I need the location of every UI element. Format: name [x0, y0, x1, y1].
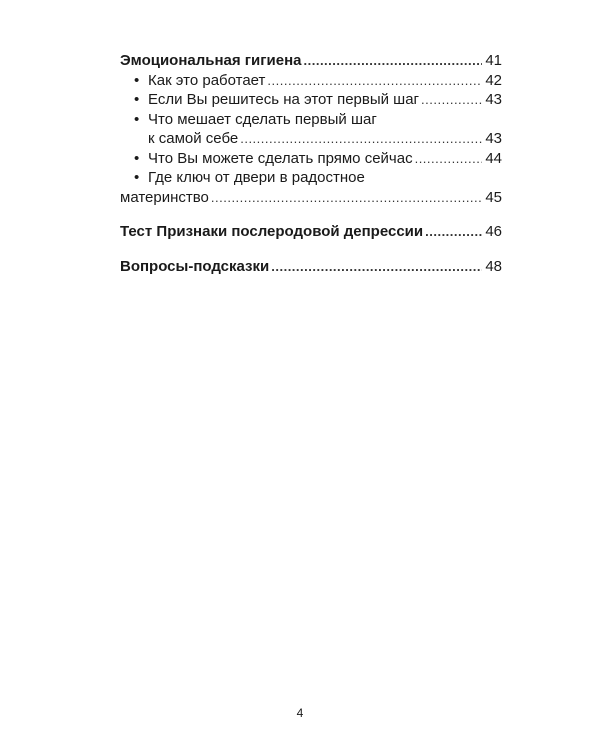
toc-subentry-page: 45: [485, 188, 502, 206]
toc-subentry-how-it-works[interactable]: [120, 71, 502, 91]
toc-subentry-page: 43: [485, 130, 502, 147]
dot-leader: [267, 71, 482, 91]
toc-subentry-title: Что Вы можете сделать прямо сейчас: [148, 149, 413, 167]
dot-leader: [425, 222, 482, 242]
toc-entry-page: 48: [485, 257, 502, 275]
dot-leader: [304, 51, 483, 71]
dot-leader: [211, 188, 482, 208]
toc-entry-page: 41: [485, 52, 502, 69]
toc-subentry-title: Где ключ от двери в радостное: [148, 169, 365, 186]
toc-entry-emotional-hygiene[interactable]: [120, 51, 502, 71]
toc-entry-depression-test[interactable]: [120, 222, 502, 242]
toc-subentry-title: Что мешает сделать первый шаг: [148, 110, 377, 128]
toc-subentry-key-line1[interactable]: [120, 168, 502, 188]
toc-subentry-title: Как это работает: [148, 71, 266, 89]
toc-subentry-page: 43: [485, 91, 502, 108]
toc-entry-title: Тест Признаки послеродовой депрессии: [120, 223, 424, 240]
bullet-icon: •: [134, 110, 140, 128]
bullet-icon: •: [134, 169, 140, 186]
toc-entry-title: Эмоциональная гигиена: [120, 52, 302, 69]
toc-subentry-obstacles-line1[interactable]: [120, 110, 502, 130]
toc-subentry-first-step[interactable]: [120, 90, 502, 110]
dot-leader: [271, 257, 482, 277]
spacer: [120, 242, 502, 257]
toc-entry-prompt-questions[interactable]: [120, 257, 502, 277]
toc-subentry-obstacles-line2[interactable]: [120, 129, 502, 149]
dot-leader: [240, 129, 482, 149]
toc-entry-title: Вопросы-подсказки: [120, 257, 270, 275]
dot-leader: [421, 90, 482, 110]
toc-subentry-title-continued: к самой себе: [148, 130, 239, 147]
toc-entry-page: 46: [485, 223, 502, 240]
toc-subentry-right-now[interactable]: [120, 149, 502, 169]
toc-subentry-page: 44: [485, 149, 502, 167]
toc-subentry-title: Если Вы решитесь на этот первый шаг: [148, 91, 420, 108]
toc-subentry-key-line2[interactable]: [120, 188, 502, 208]
bullet-icon: •: [134, 149, 140, 167]
spacer: [120, 207, 502, 222]
dot-leader: [415, 149, 483, 169]
bullet-icon: •: [134, 91, 140, 108]
table-of-contents: [120, 51, 502, 276]
toc-subentry-page: 42: [485, 71, 502, 89]
bullet-icon: •: [134, 71, 140, 89]
toc-subentry-title-continued: материнство: [120, 188, 209, 206]
page-number: 4: [296, 706, 304, 720]
